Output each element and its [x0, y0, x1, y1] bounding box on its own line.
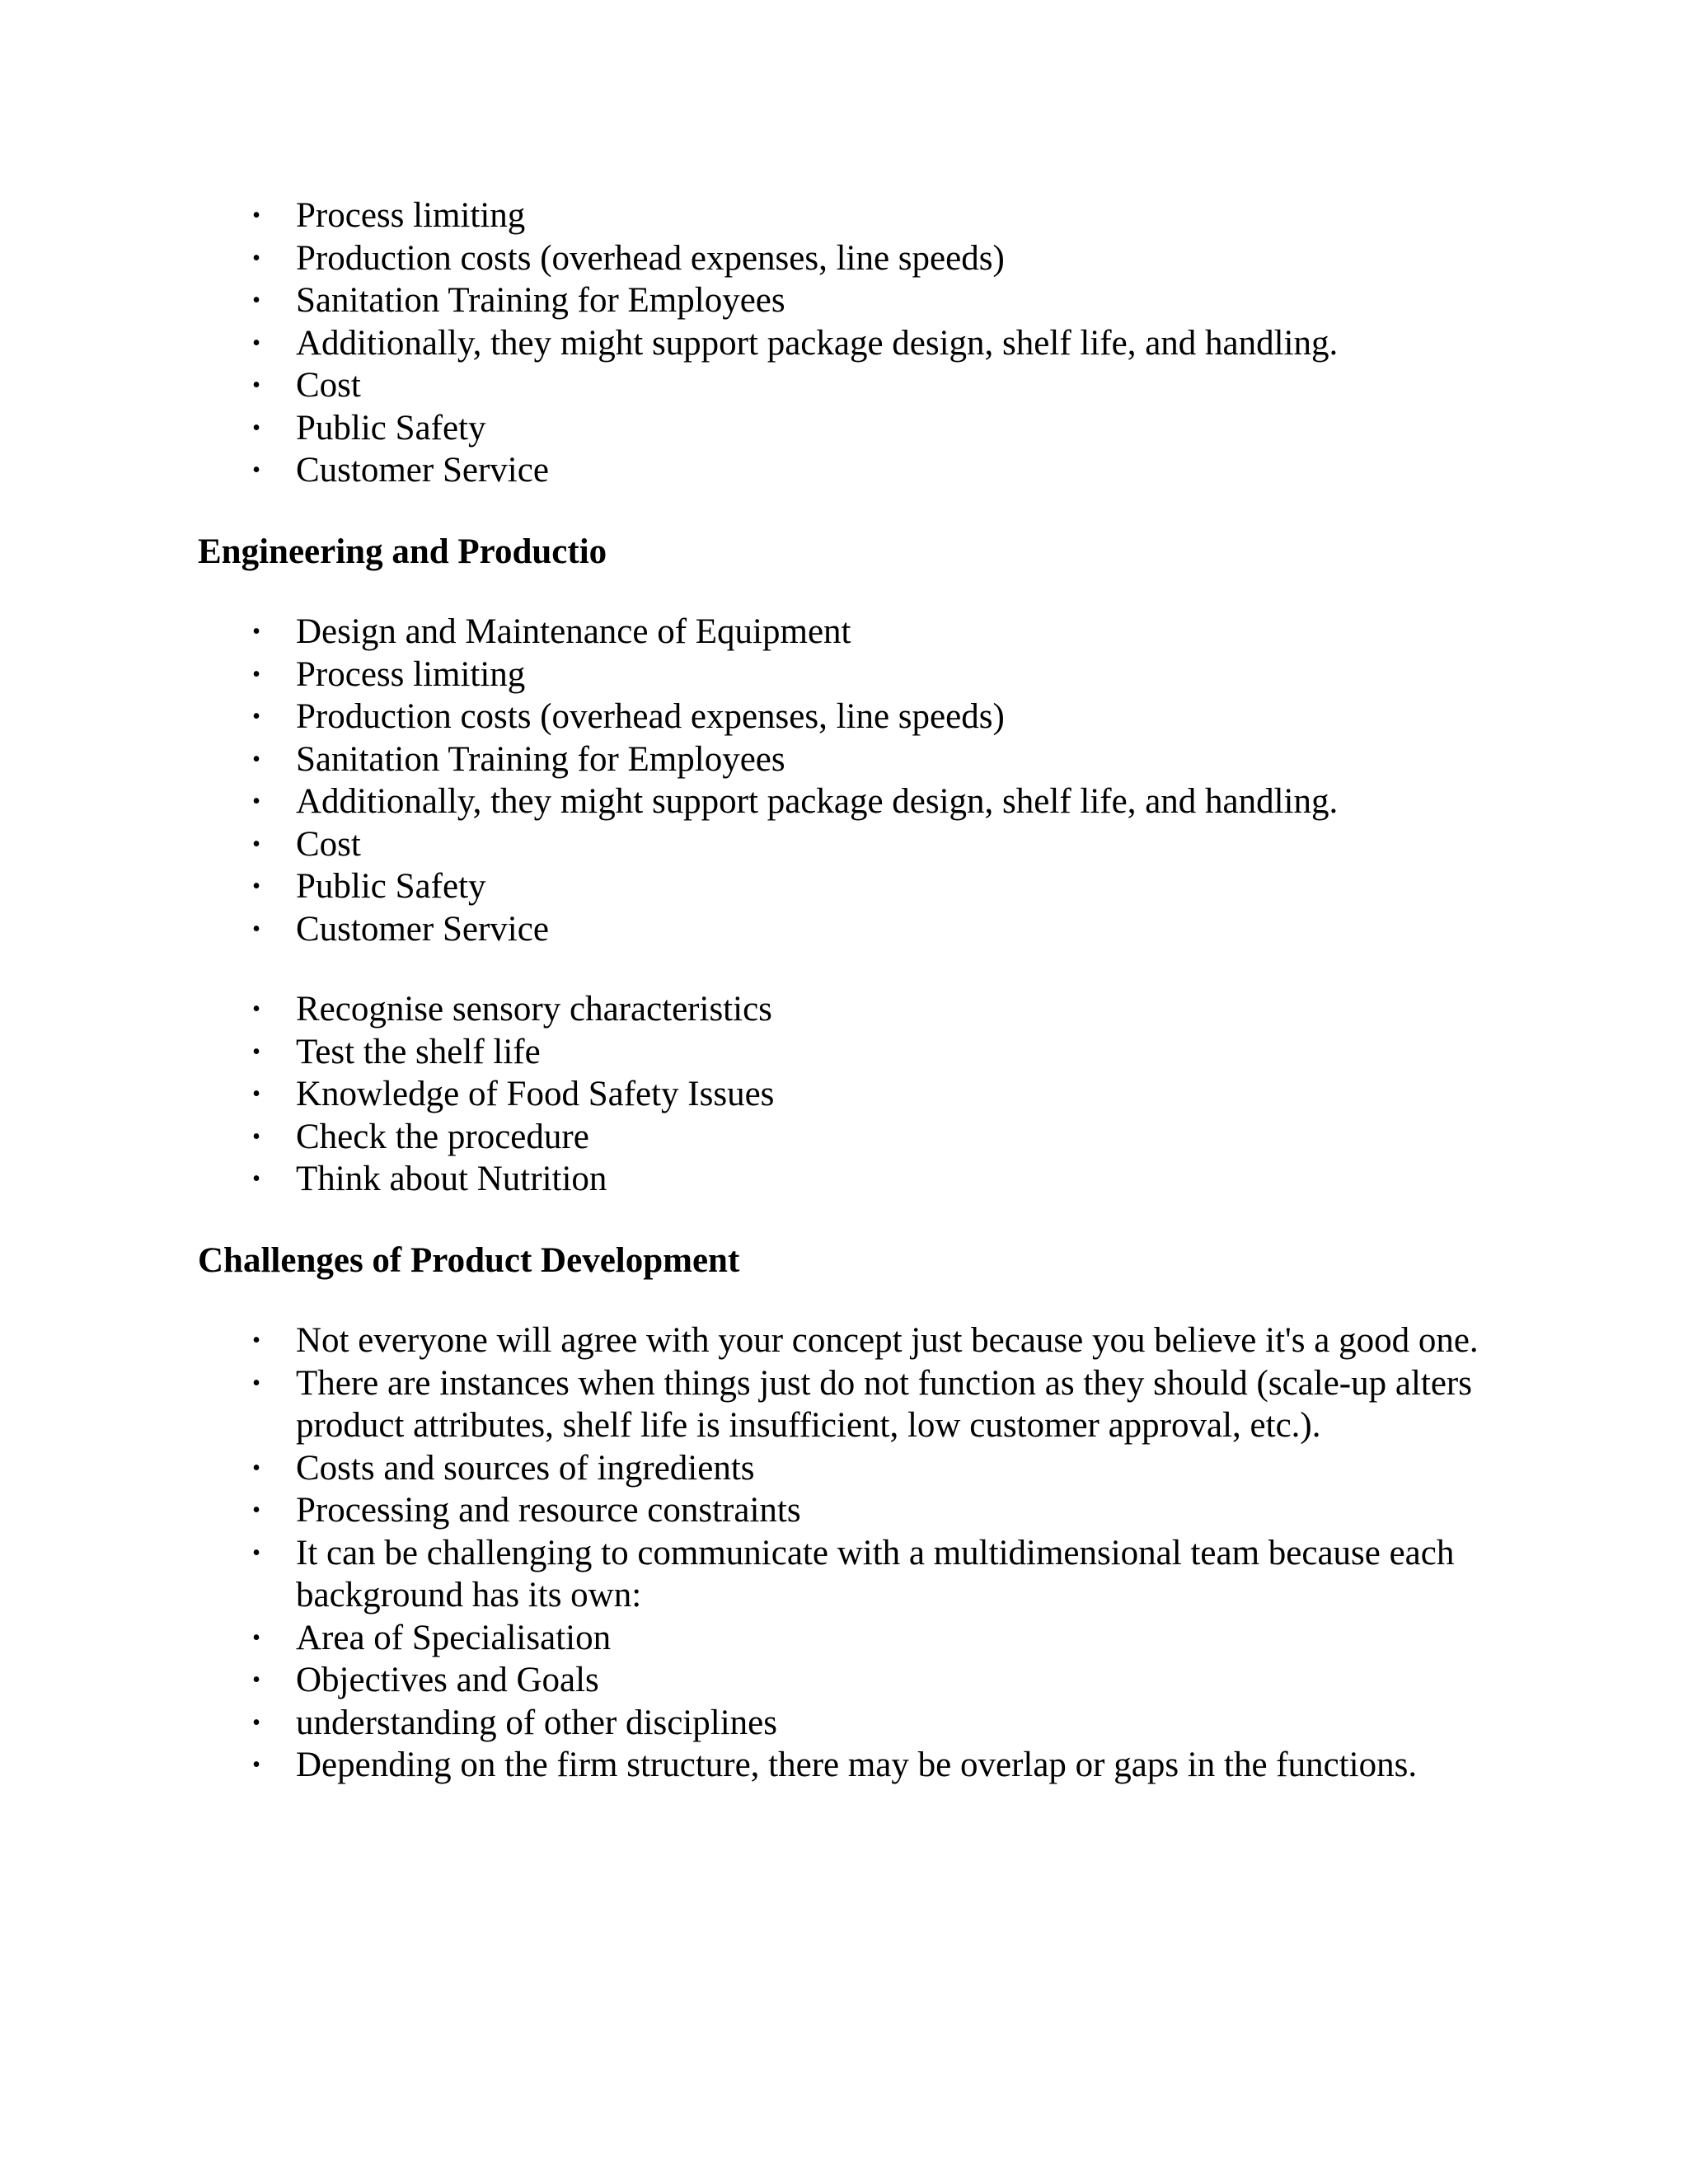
- list-item: [198, 1489, 1517, 1532]
- list-item-text: It can be challenging to communicate with a multidimensional team because each background has its own:: [296, 1533, 1455, 1615]
- spacer: [198, 1201, 1517, 1240]
- bullet-icon: •: [252, 1123, 260, 1150]
- bullet-icon: •: [252, 1752, 260, 1778]
- bullet-icon: •: [252, 746, 260, 772]
- bullet-icon: •: [252, 245, 260, 271]
- spacer: [198, 573, 1517, 611]
- list-item: [198, 611, 1517, 654]
- spacer: [198, 1282, 1517, 1319]
- bullet-icon: •: [252, 661, 260, 687]
- spacer: [198, 492, 1517, 531]
- list-item: [198, 1532, 1517, 1617]
- bullet-icon: •: [252, 373, 260, 398]
- list-item-text: Process limiting: [296, 654, 526, 694]
- bullet-icon: •: [252, 1455, 260, 1481]
- section-heading-challenges: Challenges of Product Development: [198, 1240, 740, 1280]
- list-item-text: Check the procedure: [296, 1117, 589, 1156]
- list-item-text: Public Safety: [296, 408, 486, 448]
- bullet-icon: •: [252, 1624, 260, 1651]
- list-item: [198, 696, 1517, 738]
- list-item-text: Production costs (overhead expenses, line speeds): [296, 238, 1005, 278]
- list-item: [198, 1362, 1517, 1447]
- list-item: [198, 322, 1517, 365]
- bullet-icon: •: [252, 704, 260, 729]
- list-item-text: understanding of other disciplines: [296, 1703, 777, 1742]
- list-item-text: Costs and sources of ingredients: [296, 1448, 755, 1488]
- bullet-icon: •: [252, 1709, 260, 1736]
- bullet-icon: •: [252, 1166, 260, 1192]
- spacer: [198, 950, 1517, 988]
- list-item: [198, 449, 1517, 492]
- list-item-text: Cost: [296, 366, 361, 405]
- list-item-text: Processing and resource constraints: [296, 1491, 801, 1530]
- list-item-text: Process limiting: [296, 196, 526, 235]
- list-item-text: Knowledge of Food Safety Issues: [296, 1075, 775, 1113]
- bullet-icon: •: [252, 996, 260, 1022]
- bullet-icon: •: [252, 831, 260, 857]
- list-item: [198, 1617, 1517, 1660]
- list-item-text: Additionally, they might support package design, shelf life, and handling.: [296, 782, 1339, 821]
- section-heading-engineering: Engineering and Productio: [198, 532, 607, 571]
- list-item: [198, 1073, 1517, 1116]
- list-item: [198, 738, 1517, 781]
- bullet-icon: •: [252, 288, 260, 313]
- list-item-text: Recognise sensory characteristics: [296, 990, 772, 1029]
- list-item: [198, 1158, 1517, 1201]
- bullet-icon: •: [252, 1328, 260, 1353]
- list-item: [198, 1116, 1517, 1159]
- bullet-list-top: [198, 194, 1517, 492]
- bullet-icon: •: [252, 457, 260, 483]
- list-item-text: Not everyone will agree with your concept just because you believe it's a good one.: [296, 1321, 1479, 1360]
- list-item-text: Sanitation Training for Employees: [296, 281, 785, 320]
- bullet-icon: •: [252, 203, 260, 228]
- list-item: [198, 654, 1517, 696]
- list-item: [198, 194, 1517, 237]
- list-item-text: Public Safety: [296, 867, 486, 906]
- bullet-icon: •: [252, 1667, 260, 1693]
- list-item: [198, 1447, 1517, 1490]
- bullet-icon: •: [252, 789, 260, 814]
- list-item-text: Sanitation Training for Employees: [296, 739, 785, 779]
- bullet-icon: •: [252, 874, 260, 899]
- bullet-icon: •: [252, 1370, 260, 1396]
- list-item: [198, 1744, 1517, 1787]
- bullet-icon: •: [252, 916, 260, 942]
- list-item-text: Think about Nutrition: [296, 1160, 607, 1198]
- list-item: [198, 1319, 1517, 1362]
- bullet-icon: •: [252, 619, 260, 644]
- list-item-text: Customer Service: [296, 451, 549, 490]
- list-item-text: Production costs (overhead expenses, line speeds): [296, 697, 1005, 736]
- list-item-text: Objectives and Goals: [296, 1661, 599, 1699]
- list-item-text: Area of Specialisation: [296, 1618, 612, 1657]
- list-item: [198, 1031, 1517, 1074]
- bullet-icon: •: [252, 1497, 260, 1523]
- list-item: [198, 988, 1517, 1031]
- list-item: [198, 865, 1517, 908]
- list-item: [198, 279, 1517, 322]
- list-item: [198, 908, 1517, 951]
- list-item-text: Design and Maintenance of Equipment: [296, 612, 851, 651]
- bullet-list-food-science: [198, 988, 1517, 1201]
- list-item: [198, 1702, 1517, 1745]
- list-item-text: Depending on the firm structure, there may be overlap or gaps in the functions.: [296, 1746, 1418, 1784]
- bullet-list-engineering: [198, 611, 1517, 950]
- bullet-icon: •: [252, 415, 260, 441]
- bullet-icon: •: [252, 1038, 260, 1065]
- list-item-text: There are instances when things just do not function as they should (scale-up alters product attributes, shelf life is insufficient, low customer approval, etc.).: [296, 1363, 1472, 1445]
- bullet-list-challenges: [198, 1319, 1517, 1787]
- document-content: [198, 194, 1517, 1787]
- list-item-text: Customer Service: [296, 909, 549, 949]
- list-item: [198, 1659, 1517, 1702]
- bullet-icon: •: [252, 330, 260, 356]
- list-item-text: Additionally, they might support package design, shelf life, and handling.: [296, 323, 1339, 363]
- list-item-text: Cost: [296, 824, 361, 864]
- list-item-text: Test the shelf life: [296, 1032, 541, 1071]
- bullet-icon: •: [252, 1540, 260, 1566]
- list-item: [198, 780, 1517, 823]
- list-item: [198, 237, 1517, 280]
- bullet-icon: •: [252, 1081, 260, 1107]
- list-item: [198, 407, 1517, 450]
- list-item: [198, 364, 1517, 407]
- list-item: [198, 823, 1517, 866]
